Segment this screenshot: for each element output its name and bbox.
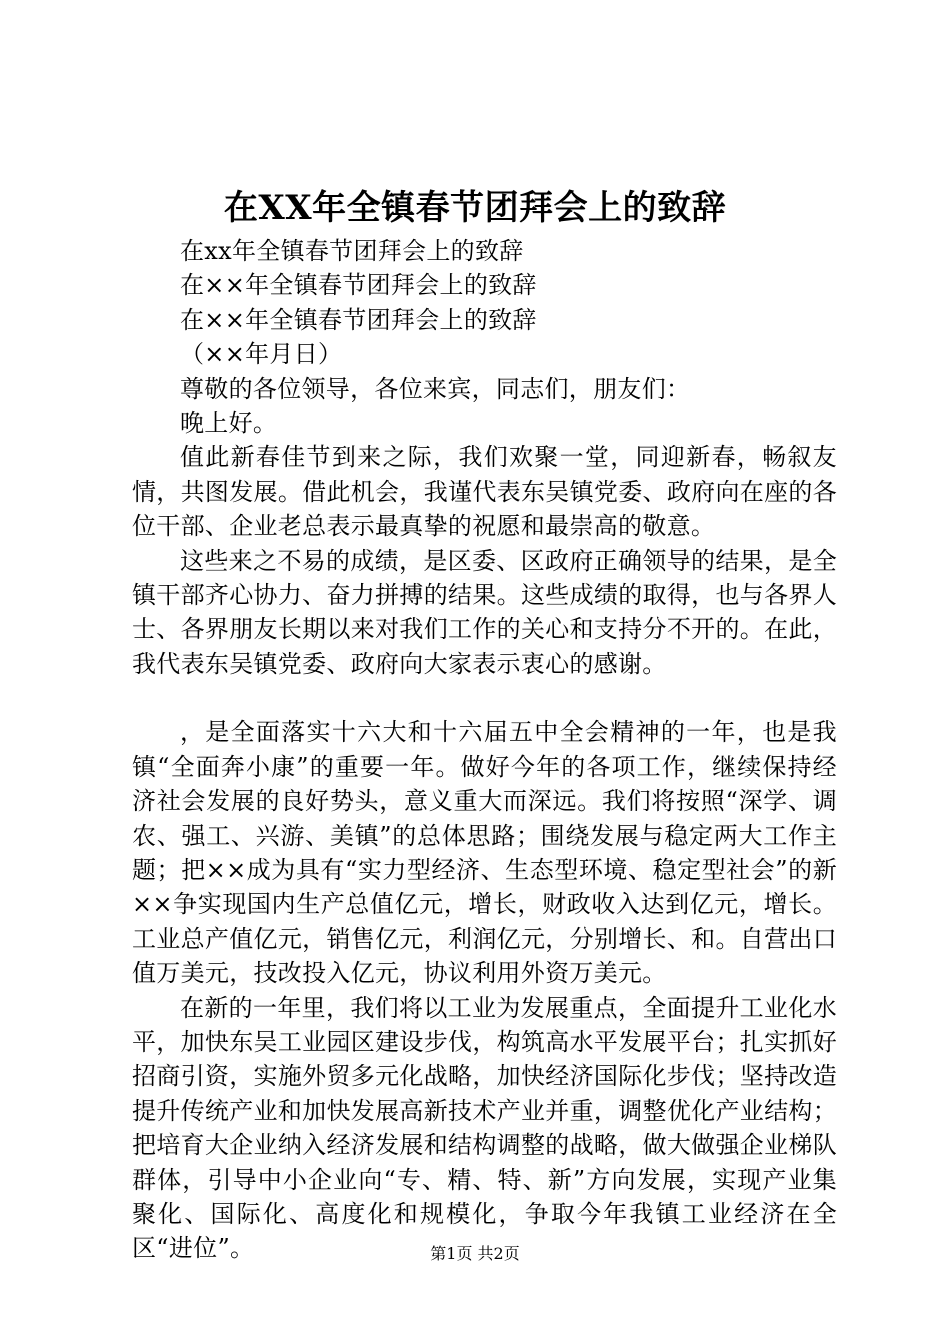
document-title: 在XX年全镇春节团拜会上的致辞 (223, 188, 727, 228)
paragraph-body: 这些来之不易的成绩，是区委、区政府正确领导的结果，是全镇干部齐心协力、奋力拼搏的结果。这些成绩的取得，也与各界人士、各界朋友长期以来对我们工作的关心和支持分不开的。在此，我代表东吴镇党委、政府向大家表示衷心的感谢。 (132, 546, 837, 678)
paragraph-body: ，是全面落实十六大和十六届五中全会精神的一年，也是我镇“全面奔小康”的重要一年。做好今年的各项工作，继续保持经济社会发展的良好势头，意义重大而深远。我们将按照“深学、调农、强工、兴游、美镇”的总体思路；围绕发展与稳定两大工作主题；把××成为具有“实力型经济、生态型环境、稳定型社会”的新××争实现国内生产总值亿元，增长，财政收入达到亿元，增长。工业总产值亿元，销售亿元，利润亿元，分别增长、和。自营出口值万美元，技改投入亿元，协议利用外资万美元。 (132, 718, 837, 988)
paragraph-body: 值此新春佳节到来之际，我们欢聚一堂，同迎新春，畅叙友情，共图发展。借此机会，我谨代表东吴镇党委、政府向在座的各位干部、企业老总表示最真挚的祝愿和最崇高的敬意。 (132, 443, 837, 541)
page-number-footer: 第1页 共2页 (430, 1244, 520, 1263)
paragraph-subtitle-2: 在××年全镇春节团拜会上的致辞 (180, 271, 537, 300)
paragraph-date: （××年月日） (180, 340, 343, 369)
paragraph-salutation: 尊敬的各位领导，各位来宾，同志们，朋友们： (180, 374, 691, 403)
paragraph-greeting: 晚上好。 (180, 409, 278, 438)
paragraph-subtitle-1: 在xx年全镇春节团拜会上的致辞 (180, 237, 524, 265)
document-body (132, 234, 837, 1266)
paragraph-body: 在新的一年里，我们将以工业为发展重点，全面提升工业化水平，加快东吴工业园区建设步伐，构筑高水平发展平台；扎实抓好招商引资，实施外贸多元化战略，加快经济国际化步伐；坚持改造提升传统产业和加快发展高新技术产业并重，调整优化产业结构；把培育大企业纳入经济发展和结构调整的战略，做大做强企业梯队群体，引导中小企业向“专、精、特、新”方向发展，实现产业集聚化、国际化、高度化和规模化，争取今年我镇工业经济在全区“进位”。 (132, 993, 837, 1263)
paragraph-subtitle-3: 在××年全镇春节团拜会上的致辞 (180, 305, 537, 334)
